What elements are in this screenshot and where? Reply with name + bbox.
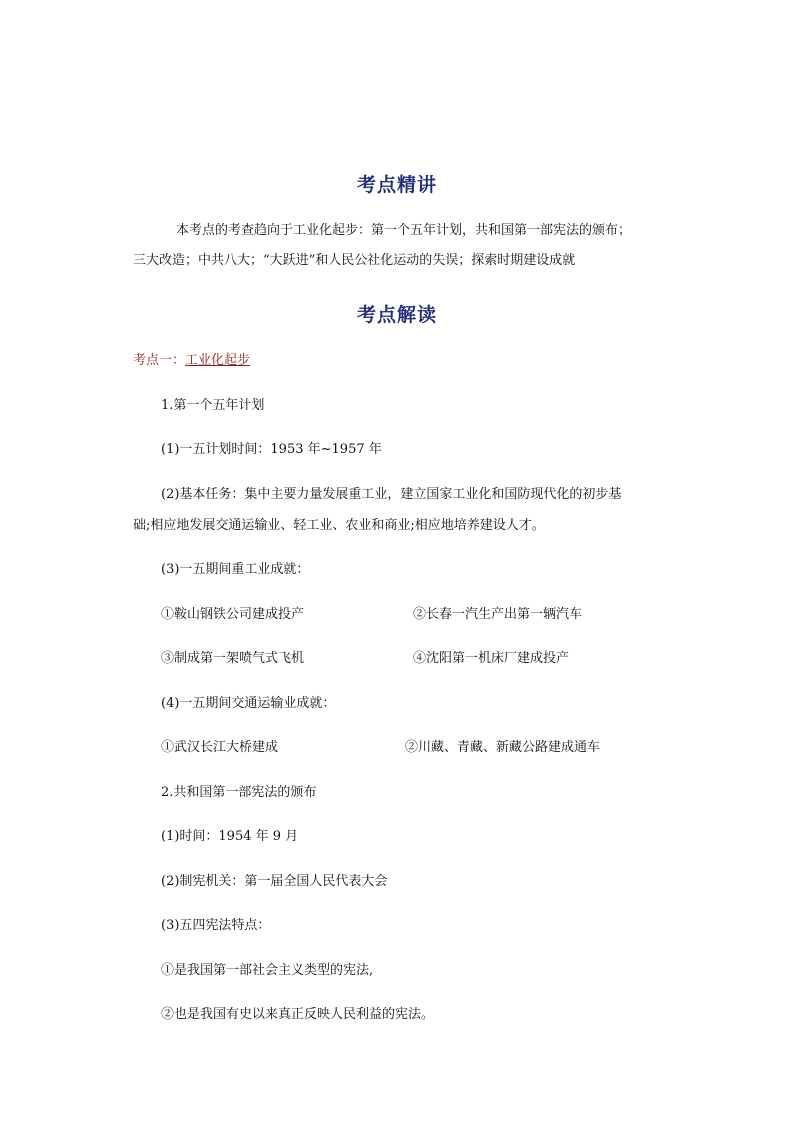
item-1-2-line-2: 础;相应地发展交通运输业、轻工业、农业和商业;相应地培养建设人才。 <box>133 518 545 533</box>
point-heading <box>133 352 250 370</box>
item-1-title: 1.第一个五年计划 <box>161 398 265 413</box>
intro-line-1: 本考点的考查趋向于工业化起步：第一个五年计划，共和国第一部宪法的颁布； <box>176 223 632 238</box>
section-title-jiedu: 考点解读 <box>356 304 437 326</box>
transport-a: ①武汉长江大桥建成 <box>161 740 279 755</box>
achievement-c: ③制成第一架喷气式飞机 <box>161 651 305 666</box>
point-label: 考点一： <box>133 353 186 368</box>
item-2-1: (1)时间：1954 年 9 月 <box>161 829 299 844</box>
item-1-3: (3)一五期间重工业成就： <box>161 562 310 577</box>
item-1-1: (1)一五计划时间：1953 年~1957 年 <box>161 442 382 457</box>
achievement-b: ②长春一汽生产出第一辆汽车 <box>413 607 583 622</box>
item-2-3: (3)五四宪法特点： <box>161 918 271 933</box>
point-topic: 工业化起步 <box>185 353 251 368</box>
achievement-d: ④沈阳第一机床厂建成投产 <box>413 651 570 666</box>
item-2-2: (2)制宪机关：第一届全国人民代表大会 <box>161 874 388 889</box>
item-1-2-line-1: (2)基本任务：集中主要力量发展重工业，建立国家工业化和国防现代化的初步基 <box>161 487 622 502</box>
item-1-4: (4)一五期间交通运输业成就： <box>161 696 336 711</box>
achievement-a: ①鞍山钢铁公司建成投产 <box>161 607 305 622</box>
intro-line-2: 三大改造；中共八大；“大跃进”和人民公社化运动的失误；探索时期建设成就 <box>133 253 576 268</box>
section-title-jingjiang: 考点精讲 <box>356 174 437 196</box>
feature-a: ①是我国第一部社会主义类型的宪法, <box>161 963 374 978</box>
item-2-title: 2.共和国第一部宪法的颁布 <box>161 785 317 800</box>
feature-b: ②也是我国有史以来真正反映人民利益的宪法。 <box>161 1007 435 1022</box>
transport-b: ②川藏、青藏、新藏公路建成通车 <box>405 740 601 755</box>
